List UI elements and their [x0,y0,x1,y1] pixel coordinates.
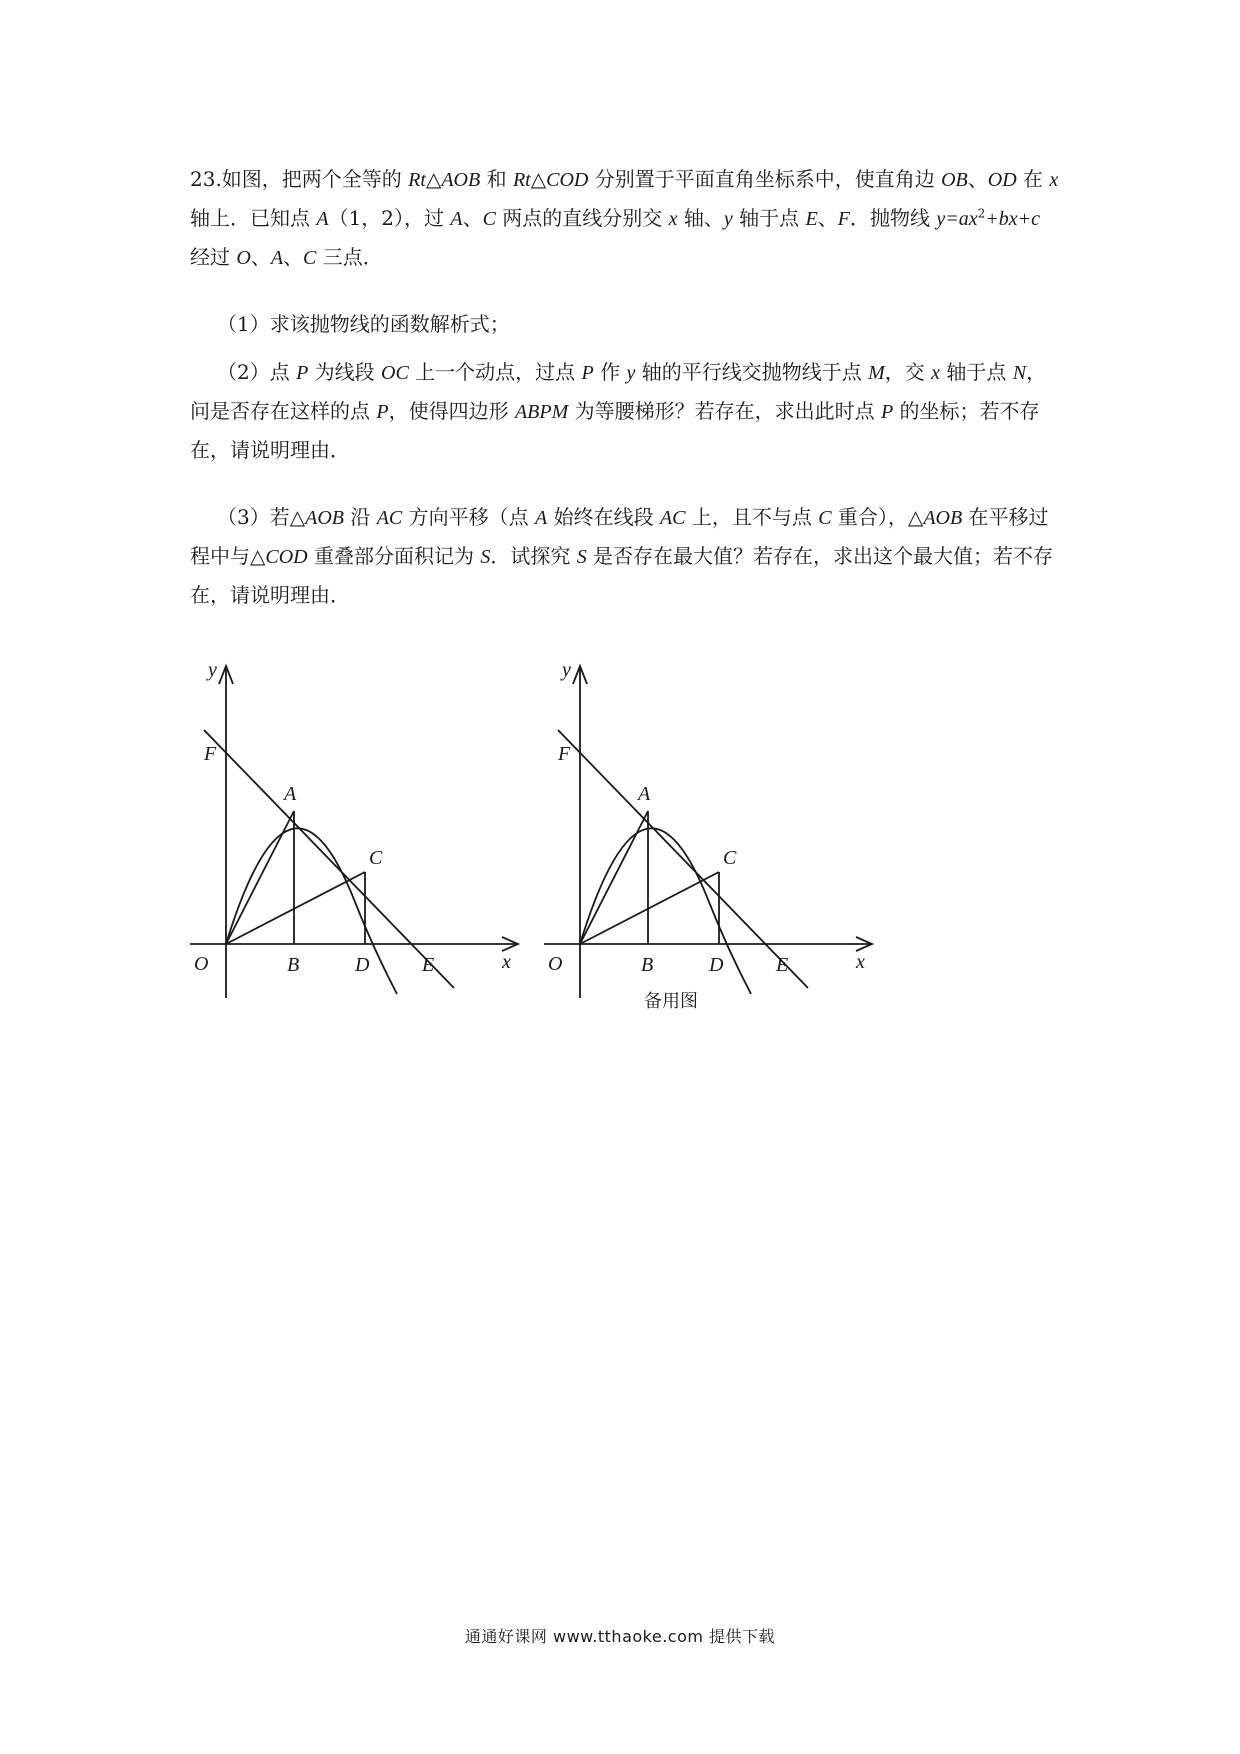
label-b: B [641,954,654,976]
math-symbol: AOB [305,507,344,529]
text-run: 的坐标；若不存在，请说明理由． [190,399,1040,462]
text-run: 在 [1016,167,1050,191]
text-run: （1，2），过 [328,206,451,230]
text-run: 轴上．已知点 [190,206,317,230]
math-symbol: P [581,362,594,384]
label-y: y [562,659,571,681]
text-run: 、 [283,245,304,269]
math-symbol: x [931,362,941,384]
label-b: B [287,954,300,976]
math-symbol: COD [546,169,589,191]
label-e: E [776,954,789,976]
text-run: ．抛物线 [849,206,937,230]
math-symbol: P [296,362,309,384]
text-run: 上，且不与点 [685,505,819,529]
text-run: 三点． [316,245,383,269]
math-symbol: AC [376,507,403,529]
math-symbol: OC [381,362,409,384]
text-run: 轴于点 [732,206,806,230]
text-run: 、 [817,206,838,230]
math-symbol: OB [941,169,968,191]
label-a: A [638,783,651,805]
segment-oa [226,811,294,944]
label-x: x [502,951,511,973]
text-run: （3）若△ [217,505,306,529]
math-symbol: x [1049,169,1059,191]
math-symbol: S [480,546,491,568]
line-ef [204,730,454,988]
math-symbol: OD [987,169,1017,191]
math-symbol: S [576,546,587,568]
text-run: 是否存在最大值？若存在，求出这个最大值；若不存在，请说明理由． [190,544,1054,607]
text-run: ，问是否存在这样的点 [190,360,1047,423]
text-run: 轴、 [677,206,724,230]
text-run: 、 [462,206,483,230]
math-symbol: O [236,247,251,269]
superscript: 2 [977,206,986,221]
math-symbol: AOB [923,507,963,529]
text-run: 轴于点 [940,360,1013,384]
label-c: C [369,847,383,869]
text-run: ，使得四边形 [388,399,515,423]
text-run: 在平移过程中与△ [190,505,1049,568]
label-x: x [856,951,865,973]
math-symbol: y [626,362,636,384]
figure-main [184,650,524,1010]
text-run: 方向平移（点 [402,505,535,529]
math-symbol: COD [265,546,308,568]
text-run: 经过 [190,245,237,269]
label-o: O [194,953,209,975]
text-run: 23.如图，把两个全等的 [190,167,409,191]
text-run: 沿 [344,505,377,529]
question-3 [190,498,1060,614]
math-symbol: Rt [408,169,426,191]
math-symbol: x [668,208,678,230]
text-run: 始终在线段 [547,505,660,529]
math-symbol: P [880,401,894,423]
label-y: y [208,659,217,681]
segment-oc [580,872,719,944]
math-symbol: M [868,362,885,384]
math-symbol: P [376,401,389,423]
math-symbol: Rt [512,169,531,191]
math-symbol: C [818,507,832,529]
label-e: E [422,954,435,976]
problem-statement [190,160,1060,277]
label-f: F [558,743,571,765]
text-run: （2）点 [217,360,297,384]
math-symbol: A [450,208,463,230]
figure-backup [538,650,878,1010]
math-symbol: N [1012,362,1027,384]
math-symbol: y=ax [936,208,978,230]
math-symbol: F [837,208,850,230]
label-a: A [284,783,297,805]
text-run: 轴的平行线交抛物线于点 [635,360,869,384]
label-d: D [709,954,724,976]
label-o: O [548,953,563,975]
text-run: 两点的直线分别交 [495,206,669,230]
text-run: △ [530,167,547,191]
math-symbol: E [805,208,818,230]
text-run: （1）求该抛物线的函数解析式； [217,312,510,336]
line-ef [558,730,808,988]
text-run: 重合），△ [831,505,924,529]
figure-caption: 备用图 [644,991,698,1010]
label-d: D [355,954,370,976]
math-symbol: ABPM [514,401,569,423]
question-2 [190,353,1060,469]
math-symbol: A [270,247,284,269]
text-run: △ [425,167,442,191]
question-1 [190,305,1060,343]
text-run: 和 [480,167,513,191]
math-symbol: AC [659,507,686,529]
math-symbol: C [482,208,496,230]
segment-oc [226,872,365,944]
math-symbol: A [316,208,329,230]
math-symbol: C [303,247,317,269]
text-run: 上一个动点，过点 [408,360,582,384]
label-c: C [723,847,737,869]
math-symbol: +bx+c [985,208,1040,230]
text-run: 重叠部分面积记为 [307,544,481,568]
math-symbol: y [723,208,733,230]
label-f: F [204,743,217,765]
text-run: ．试探究 [490,544,577,568]
text-run: 、 [967,167,988,191]
text-run: 为等腰梯形？若存在，求出此时点 [568,399,881,423]
math-symbol: A [535,507,548,529]
math-symbol: AOB [441,169,481,191]
page-footer: 通通好课网 www.tthaoke.com 提供下载 [464,1627,776,1646]
text-run: 作 [593,360,627,384]
segment-oa [580,811,648,944]
text-run: 为线段 [308,360,382,384]
text-run: 、 [250,245,271,269]
text-run: 分别置于平面直角坐标系中，使直角边 [588,167,942,191]
text-run: ，交 [884,360,932,384]
